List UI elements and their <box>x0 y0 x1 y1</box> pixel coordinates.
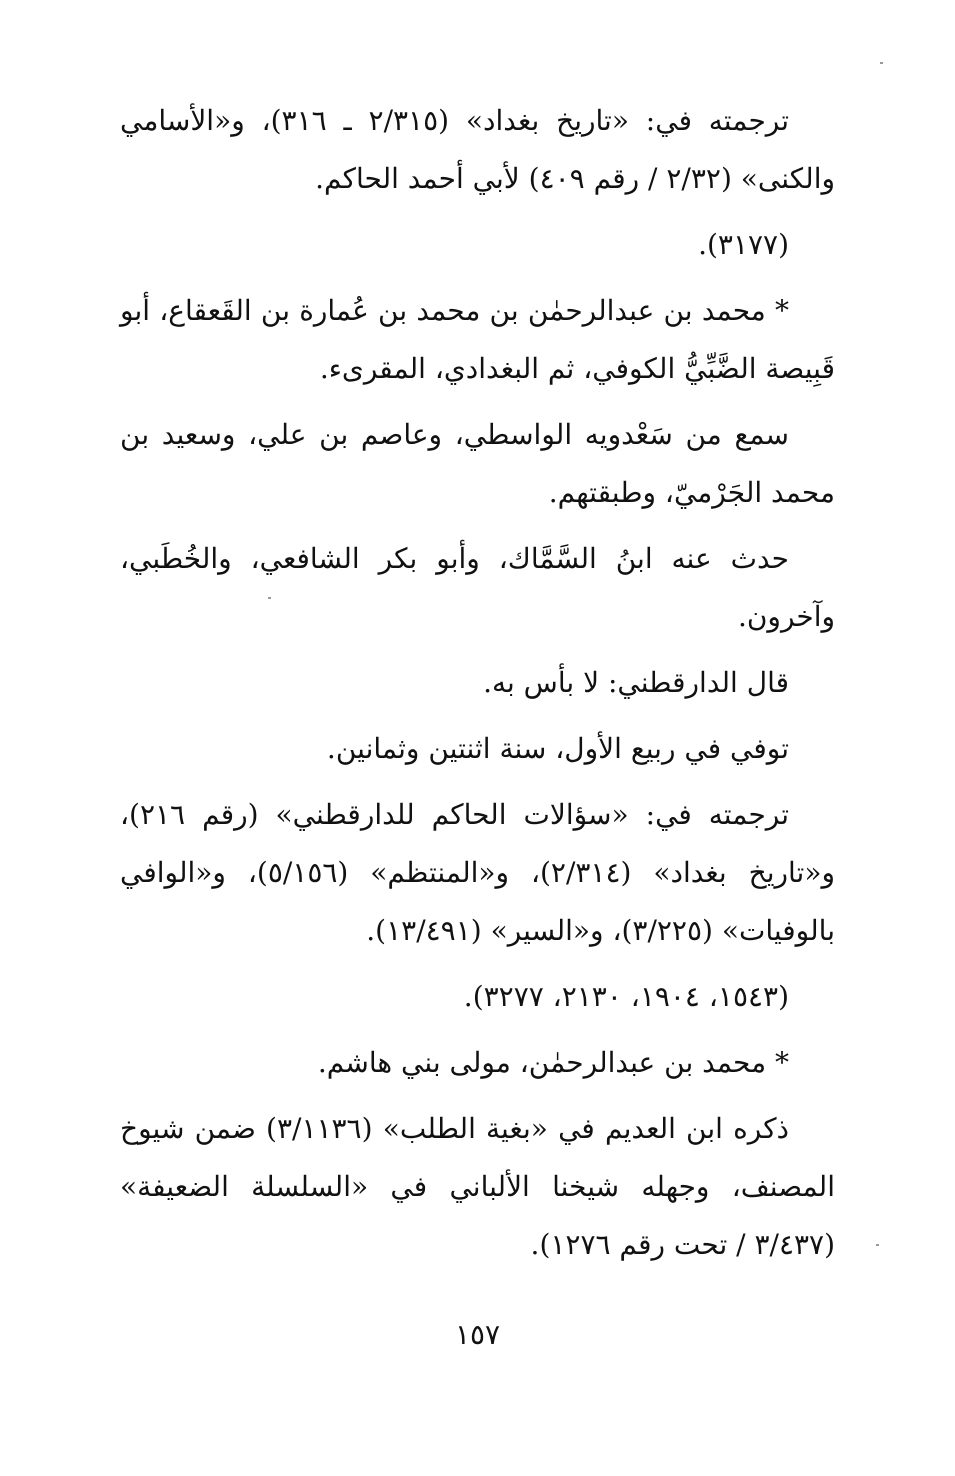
page-number: ١٥٧ <box>454 1318 501 1351</box>
paragraph-translation-sources-1: ترجمته في: «تاريخ بغداد» (٢/٣١٥ ـ ٣١٦)، و«الأسامي والكنى» (٢/٣٢ / رقم ٤٠٩) لأبي أحمد الحاكم. <box>120 104 835 195</box>
paragraph-ibn-al-adim-note: ذكره ابن العديم في «بغية الطلب» (٣/١١٣٦) ضمن شيوخ المصنف، وجهله شيخنا الألباني في «السلسلة الضعيفة» (٣/٤٣٧ / تحت رقم ١٢٧٦). <box>120 1112 835 1261</box>
paragraph-entry-heading-1: * محمد بن عبدالرحمٰن بن محمد بن عُمارة بن القَعقاع، أبو قَبِيصة الضَّبِّيُّ الكوفي، ثم البغدادي، المقرىء. <box>120 294 835 385</box>
paragraph-entry-heading-2: * محمد بن عبدالرحمٰن، مولى بني هاشم. <box>317 1046 789 1079</box>
paragraph-death-date: توفي في ربيع الأول، سنة اثنتين وثمانين. <box>326 732 789 765</box>
paragraph-reference-numbers-2: (١٥٤٣، ١٩٠٤، ٢١٣٠، ٣٢٧٧). <box>463 980 789 1013</box>
paragraph-heard-from: سمع من سَعْدويه الواسطي، وعاصم بن علي، وسعيد بن محمد الجَرْميّ، وطبقتهم. <box>120 418 835 509</box>
body-text <box>120 92 835 1282</box>
paragraph-daraqutni-grading: قال الدارقطني: لا بأس به. <box>483 666 789 699</box>
paragraph-reference-numbers-1: (٣١٧٧). <box>698 228 789 261</box>
scan-speck <box>876 1244 879 1246</box>
paragraph-translation-sources-2: ترجمته في: «سؤالات الحاكم للدارقطني» (رقم ٢١٦)، و«تاريخ بغداد» (٢/٣١٤)، و«المنتظم» (٥/١٥٦)، و«الوافي بالوفيات» (٣/٢٢٥)، و«السير» (١٣/٤٩١). <box>120 798 835 947</box>
paragraph-narrated-from-him: حدث عنه ابنُ السَّمَّاك، وأبو بكر الشافعي، والخُطَبي، وآخرون. <box>120 542 835 633</box>
scan-speck <box>880 62 883 64</box>
